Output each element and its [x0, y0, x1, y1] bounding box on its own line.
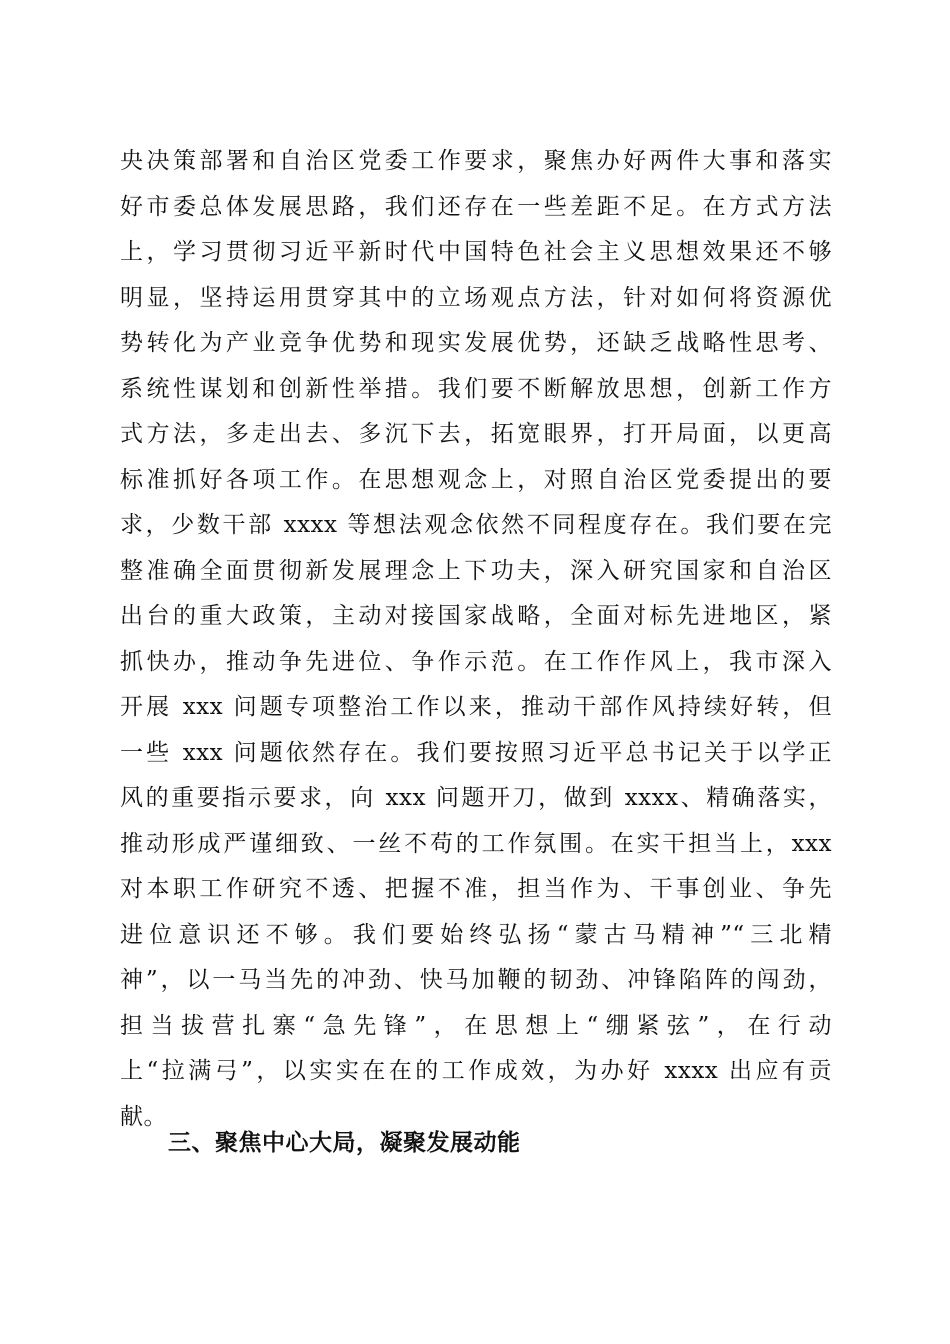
paragraph-line: 风的重要指示要求，向 xxx 问题开刀，做到 xxxx、精确落实，	[120, 785, 832, 811]
paragraph-line: 央决策部署和自治区党委工作要求，聚焦办好两件大事和落实	[120, 148, 832, 174]
paragraph-line: 系统性谋划和创新性举措。我们要不断解放思想，创新工作方	[120, 375, 832, 402]
paragraph-line: 整准确全面贯彻新发展理念上下功夫，深入研究国家和自治区	[120, 557, 832, 584]
paragraph-line: 标准抓好各项工作。在思想观念上，对照自治区党委提出的要	[120, 466, 832, 493]
section-heading: 三、聚焦中心大局，凝聚发展动能	[168, 1130, 521, 1156]
paragraph-line: 一些 xxx 问题依然存在。我们要按照习近平总书记关于以学正	[120, 739, 832, 766]
paragraph-line: 出台的重大政策，主动对接国家战略，全面对标先进地区，紧	[120, 603, 832, 629]
paragraph-line: 抓快办，推动争先进位、争作示范。在工作作风上，我市深入	[120, 648, 832, 675]
paragraph-line: 对本职工作研究不透、把握不准，担当作为、干事创业、争先	[120, 876, 832, 902]
paragraph-line: 开展 xxx 问题专项整治工作以来，推动干部作风持续好转，但	[120, 694, 832, 720]
paragraph-line: 势转化为产业竞争优势和现实发展优势，还缺乏战略性思考、	[120, 330, 832, 356]
paragraph-line: 上，学习贯彻习近平新时代中国特色社会主义思想效果还不够	[120, 239, 832, 265]
paragraph-line: 进位意识还不够。我们要始终弘扬“蒙古马精神”“三北精	[120, 921, 832, 948]
paragraph-line: 好市委总体发展思路，我们还存在一些差距不足。在方式方法	[120, 193, 832, 220]
paragraph-line: 上“拉满弓”，以实实在在的工作成效，为办好 xxxx 出应有贡	[120, 1058, 832, 1084]
body-paragraph	[120, 139, 832, 1140]
paragraph-line: 神”，以一马当先的冲劲、快马加鞭的韧劲、冲锋陷阵的闯劲，	[120, 967, 832, 993]
paragraph-line: 献。	[120, 1103, 167, 1130]
paragraph-line: 推动形成严谨细致、一丝不苟的工作氛围。在实干担当上，xxx	[120, 830, 832, 857]
paragraph-line: 明显，坚持运用贯穿其中的立场观点方法，针对如何将资源优	[120, 284, 832, 311]
paragraph-line: 式方法，多走出去、多沉下去，拓宽眼界，打开局面，以更高	[120, 421, 832, 447]
paragraph-line: 求，少数干部 xxxx 等想法观念依然不同程度存在。我们要在完	[120, 512, 832, 538]
paragraph-line: 担当拔营扎寨“急先锋”，在思想上“绷紧弦”，在行动	[120, 1012, 832, 1039]
